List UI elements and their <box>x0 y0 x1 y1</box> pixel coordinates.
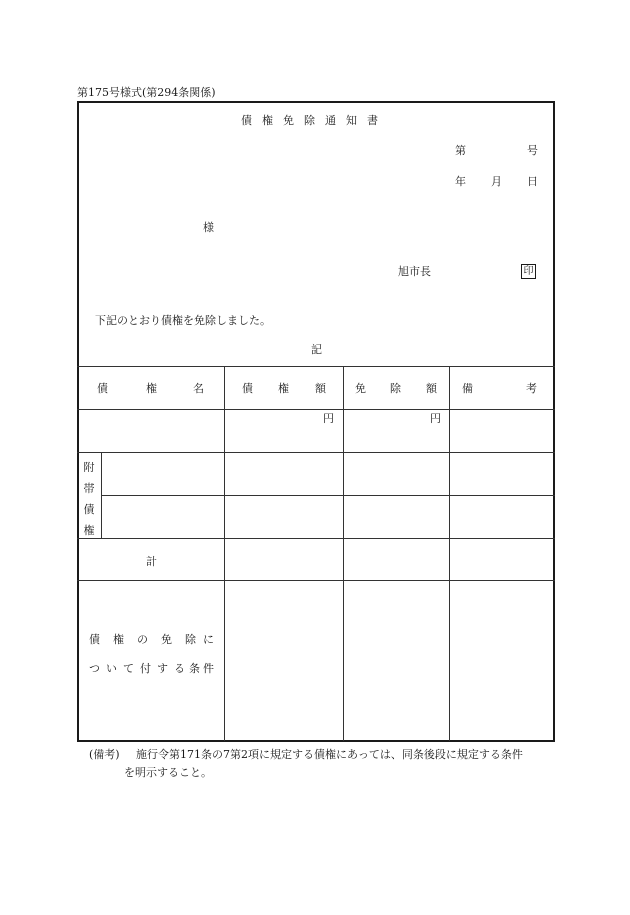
col-divider-3 <box>449 366 450 741</box>
footnote-line-1: 施行令第171条の7第2項に規定する債権にあっては、同条後段に規定する条件 <box>136 748 523 761</box>
attached-bottom-line <box>77 538 555 539</box>
body-text: 下記のとおり債権を免除しました。 <box>95 314 271 327</box>
header-claim-name-char-1: 債 <box>97 382 108 395</box>
number-dai: 第 <box>455 144 466 157</box>
header-remarks-char-1: 備 <box>462 382 473 395</box>
conditions-char-2: 権 <box>113 633 124 646</box>
header-bottom-line <box>77 409 555 410</box>
footnote-label: (備考) <box>89 748 120 761</box>
header-claim-amount-char-1: 債 <box>242 382 253 395</box>
row1-bottom-line <box>77 452 555 453</box>
header-claim-name-char-3: 名 <box>193 382 204 395</box>
conditions-char-9: て <box>123 662 134 675</box>
header-exemption-amount-char-3: 額 <box>426 382 437 395</box>
conditions-char-11: す <box>157 662 168 675</box>
attached-label-divider <box>101 452 102 538</box>
conditions-char-13: 条 <box>189 662 200 675</box>
conditions-char-3: の <box>137 633 148 646</box>
col-divider-1 <box>224 366 225 741</box>
total-bottom-line <box>77 580 555 581</box>
number-go: 号 <box>527 144 538 157</box>
date-month: 月 <box>491 175 502 188</box>
conditions-char-8: い <box>106 662 117 675</box>
attached-mid-line <box>101 495 555 496</box>
header-claim-name-char-2: 権 <box>146 382 157 395</box>
conditions-char-5: 除 <box>185 633 196 646</box>
conditions-char-1: 債 <box>89 633 100 646</box>
seal-mark: 印 <box>521 264 536 279</box>
attached-claims-char-3: 債 <box>83 503 95 516</box>
date-year: 年 <box>455 175 466 188</box>
conditions-char-10: 付 <box>140 662 151 675</box>
attached-claims-char-1: 附 <box>83 461 95 474</box>
header-remarks-char-2: 考 <box>526 382 537 395</box>
col-divider-2 <box>343 366 344 741</box>
header-claim-amount-char-3: 額 <box>315 382 326 395</box>
issuer-title: 旭市長 <box>398 265 431 278</box>
conditions-char-12: る <box>174 662 185 675</box>
footnote-line-2: を明示すること。 <box>124 766 212 779</box>
yen-claim-amount: 円 <box>323 412 334 425</box>
conditions-char-7: つ <box>89 662 100 675</box>
conditions-char-6: に <box>203 633 214 646</box>
conditions-char-14: 件 <box>203 662 214 675</box>
header-exemption-amount-char-1: 免 <box>355 382 366 395</box>
form-number-label: 第175号様式(第294条関係) <box>77 86 216 99</box>
attached-claims-char-4: 権 <box>83 524 95 537</box>
header-exemption-amount-char-2: 除 <box>390 382 401 395</box>
conditions-char-4: 免 <box>161 633 172 646</box>
header-claim-amount-char-2: 権 <box>278 382 289 395</box>
notice-form-frame <box>77 101 555 742</box>
total-label: 計 <box>146 555 157 568</box>
table-top-line <box>77 366 555 367</box>
ki-heading: 記 <box>311 343 322 356</box>
attached-claims-char-2: 帯 <box>83 482 95 495</box>
document-title: 債権免除通知書 <box>241 114 388 127</box>
addressee-suffix: 様 <box>203 221 214 234</box>
yen-exemption-amount: 円 <box>430 412 441 425</box>
date-day: 日 <box>527 175 538 188</box>
